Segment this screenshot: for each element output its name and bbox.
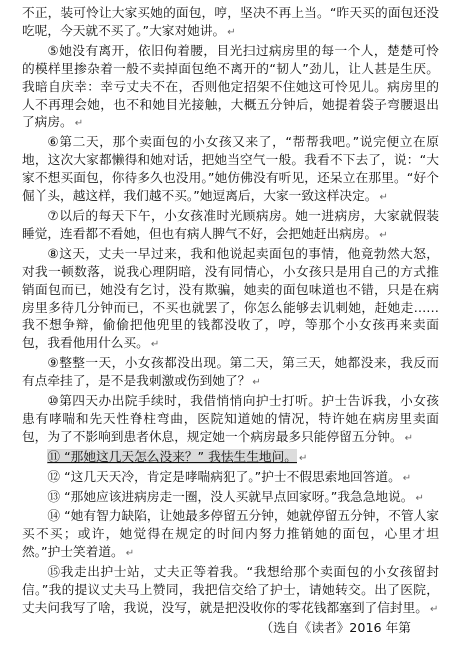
paragraph-11: ⑪ “那她这几天怎么没来？” 我怯生生地问。 ↵	[47, 448, 308, 464]
paragraph-8: ⑧这天，丈夫一早过来，我和他说起卖面包的事情，他竟勃然大怒，对我一顿数落，说我心理阴暗，没有同情心，小女孩只是用自己的方式推销面包而已，她没有乞讨，没有欺骗，她卖的面包味道也不错，只是在病房里多待几分钟而已，不买也就罢了，你怎么能够去讥刺她，赶她走……我不想争辩，偷偷把他兜里的钱都没收了，哼，等那个小女孩再来卖面包，我看他用什么买。 ↵	[22, 245, 439, 351]
paragraph-12: ⑫ “这几天天冷，肯定是哮喘病犯了。”护士不假思索地回答道。 ↵	[47, 468, 412, 484]
source-line: （选自《读者》2016 年第	[260, 619, 411, 635]
paragraph-10: ⑩第四天办出院手续时，我借悄悄向护士打听。护士告诉我，小女孩患有哮喘和先天性脊柱弯曲，医院知道她的情况，特许她在病房里卖面包，为了不影响到患者休息，规定她一个病房最多只能停留五分钟。 ↵	[22, 393, 439, 444]
return-mark-icon: ↵	[404, 432, 414, 444]
paragraph-7: ⑦以后的每天下午，小女孩准时光顾病房。她一进病房，大家就假装睡觉，连看都不看她，但也有病人脾气不好，会把她赶出病房。 ↵	[22, 207, 439, 241]
return-mark-icon: ↵	[298, 452, 308, 464]
paragraph-14: ⑭ “她有智力缺陷，让她最多停留五分钟，她就停留五分钟，不管人家买不买；或许，她觉得在规定的时间内努力推销她的面包，心里才坦然。”护士笑着道。 ↵	[22, 508, 439, 560]
return-mark-icon: ↵	[379, 229, 388, 241]
return-mark-icon: ↵	[379, 192, 388, 204]
paragraph-13: ⑬ “那她应该进病房走一圈，没人买就早点回家呀。”我急急地说。 ↵	[47, 488, 424, 504]
return-mark-icon: ↵	[415, 492, 424, 504]
return-mark-icon: ↵	[150, 339, 160, 351]
paragraph-continued: 不正，装可怜让大家买她的面包，哼，坚决不再上当。“昨天买的面包还没吃呢，今天就不买了。”大家对她讲。 ↵	[22, 5, 439, 38]
return-mark-icon: ↵	[430, 604, 439, 615]
paragraph-15: ⑮我走出护士站，丈夫正等着我。“我想给那个卖面包的小女孩留封信。”我的提议丈夫马上赞同，我把信交给了护士，请她转交。出了医院，丈夫问我写了啥，我说，没写，就是把没收你的零花钱都塞到了信封里。 ↵	[22, 564, 439, 615]
paragraph-5: ⑤她没有离开，依旧佝着腰，目光扫过病房里的每一个人，楚楚可怜的模样里掺杂着一般不卖掉面包绝不离开的“韧人”劲儿，让人甚是生厌。我暗自庆幸：幸亏丈夫不在，否则他定招架不住她这可怜见儿。病房里的人不再理会她，也不和她目光接触，大概五分钟后，她提着袋子弯腰退出了病房。 ↵	[22, 42, 439, 130]
return-mark-icon: ↵	[227, 26, 236, 38]
paragraph-6: ⑥第二天，那个卖面包的小女孩又来了，“帮帮我吧。”说完便立在原地，这次大家都懒得和她对话，把她当空气一般。我看不下去了，说：“大家不想买面包，你待多久也没用。”她仿佛没有听见，还呆立在那里。“好个倔丫头，越这样，我们越不买。”她逗离后，大家一致这样决定。 ↵	[22, 134, 439, 204]
return-mark-icon: ↵	[74, 118, 84, 130]
paragraph-9: ⑨整整一天，小女孩都没出现。第二天，第三天，她都没来，我反而有点牵挂了，是不是我刺激或伤到她了？ ↵	[22, 355, 439, 389]
return-mark-icon: ↵	[252, 377, 261, 389]
return-mark-icon: ↵	[125, 548, 135, 560]
return-mark-icon: ↵	[402, 472, 412, 484]
